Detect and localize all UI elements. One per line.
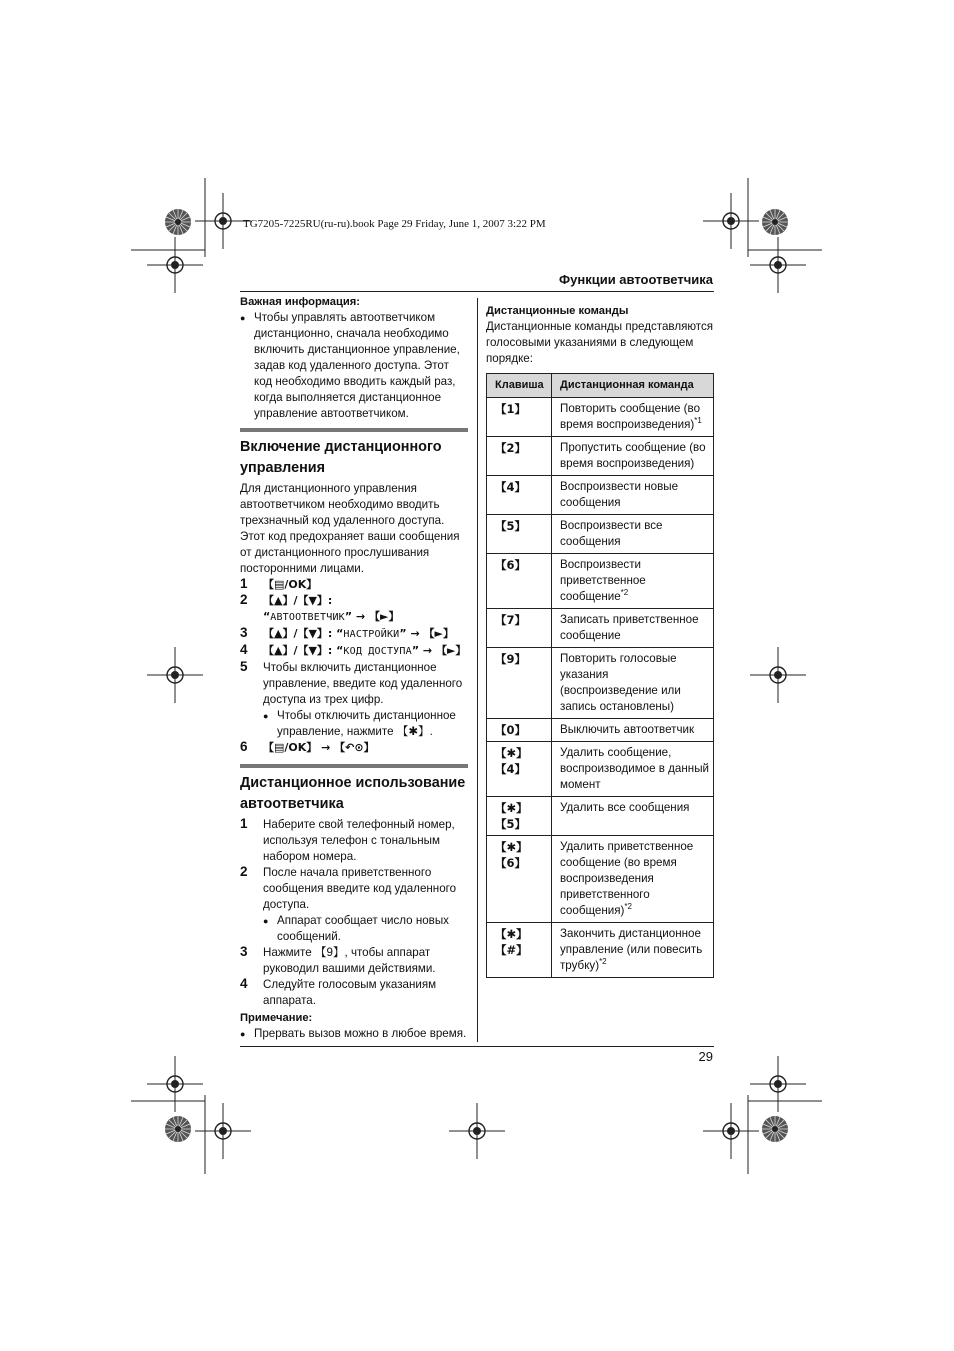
nav-keys: 【▲】/【▼】: “ [263,594,333,623]
table-row [487,554,714,609]
command-text: Повторить голосовые указания (воспроизведение или запись остановлены) [560,652,681,713]
header-command: Дистанционная команда [552,374,714,398]
step-text: Нажмите 【9】, чтобы аппарат руководил вашими действиями. [263,946,436,975]
menu-item: КОД ДОСТУПА [343,646,412,657]
registration-mark-icon [449,1103,505,1159]
registration-mark-icon [147,237,203,293]
command-key: 【✱】【6】 [487,836,552,923]
command-cell [552,437,714,476]
step-number: 3 [240,944,248,959]
registration-mark-icon [147,1056,203,1112]
enable-step-1 [240,577,468,593]
menu-item: АВТООТВЕТЧИК [270,612,345,623]
command-cell [552,648,714,719]
table-row [487,437,714,476]
enable-intro: Для дистанционного управления автоответчиком необходимо вводить трехзначный код удаленного доступа. Этот код предохраняет ваши сообщения от дистанционного прослушивания посторонними лицами. [240,482,460,575]
command-cell [552,609,714,648]
nav-keys: ” → 【►】 [411,644,467,657]
step-number: 5 [240,659,248,674]
print-header: TG7205-7225RU(ru-ru).book Page 29 Friday, June 1, 2007 3:22 PM [243,218,546,230]
page-number: 29 [698,1049,713,1064]
step-number: 4 [240,976,248,991]
remote-step-4 [240,977,468,1009]
command-key: 【4】 [487,476,552,515]
step-number: 3 [240,625,248,640]
footer-rule [240,1046,714,1047]
command-text: Повторить сообщение (во время воспроизведения) [560,402,701,431]
command-key: 【1】 [487,398,552,437]
remote-commands-table [486,373,714,978]
step-number: 1 [240,576,248,591]
command-text: Удалить сообщение, воспроизводимое в данный момент [560,746,709,791]
nav-keys: ” → 【►】 [344,610,400,623]
step-number: 4 [240,642,248,657]
command-key: 【✱】【4】 [487,742,552,797]
nav-keys: 【▲】/【▼】: “ [263,627,344,640]
command-cell [552,398,714,437]
command-key: 【9】 [487,648,552,719]
remote-heading: Дистанционное использование автоответчика [240,775,466,812]
step-number: 2 [240,592,248,607]
step-text: Чтобы включить дистанционное управление, введите код удаленного доступа из трех цифр. [263,661,463,706]
nav-keys: 【▲】/【▼】: “ [263,644,344,657]
footnote-ref: *2 [620,588,629,598]
step-text: Наберите свой телефонный номер, используя телефон с тональным набором номера. [263,818,455,863]
enable-step-5-sub: ● Чтобы отключить дистанционное управление, нажмите 【✱】. [263,708,468,740]
table-row [487,609,714,648]
table-row [487,836,714,923]
step-number: 1 [240,816,248,831]
enable-section [240,428,468,756]
command-cell [552,515,714,554]
command-text: Удалить все сообщения [560,801,690,814]
command-key: 【7】 [487,609,552,648]
command-key: 【0】 [487,719,552,742]
command-text: Удалить приветственное сообщение (во время воспроизведения приветственного сообщения) [560,840,694,917]
command-cell [552,742,714,797]
step-text: После начала приветственного сообщения введите код удаленного доступа. [263,866,457,911]
step-number: 6 [240,739,248,754]
table-row [487,923,714,978]
command-cell [552,554,714,609]
important-bullet: ● Чтобы управлять автоответчиком дистанционно, сначала необходимо включить дистанционное управление, задав код удаленного доступа. Этот код необходимо вводить каждый раз, когда выполняется дистанционное управление автоответчиком. [240,310,468,422]
registration-mark-icon [750,1056,806,1112]
command-text: Записать приветственное сообщение [560,613,699,642]
enable-step-2 [240,593,468,626]
color-wheel-icon [762,1116,788,1142]
color-wheel-icon [762,209,788,235]
command-key: 【✱】【#】 [487,923,552,978]
command-text: Воспроизвести новые сообщения [560,480,679,509]
command-key: 【6】 [487,554,552,609]
footnote-ref: *2 [599,957,607,967]
table-row [487,398,714,437]
remote-step-1 [240,817,468,865]
footnote-ref: *2 [624,902,632,912]
command-text: Выключить автоответчик [560,723,695,736]
right-column [486,303,714,978]
registration-mark-icon [750,237,806,293]
registration-mark-icon [147,647,203,703]
table-header-row [487,374,714,398]
command-key: 【✱】【5】 [487,797,552,836]
header-rule [240,291,714,292]
remote-step-2-sub: ● Аппарат сообщает число новых сообщений. [263,913,468,945]
section-title: Функции автоответчика [559,272,713,287]
command-text: Воспроизвести все сообщения [560,519,663,548]
command-cell [552,836,714,923]
command-key: 【5】 [487,515,552,554]
nav-keys: ” → 【►】 [399,627,454,640]
important-label: Важная информация: [240,296,361,308]
command-text: Пропустить сообщение (во время воспроизведения) [560,441,706,470]
registration-mark-icon [750,647,806,703]
menu-ok-off-keys: 【▤/OK】 → 【↶⊙】 [263,741,375,754]
enable-step-3 [240,626,468,643]
command-cell [552,923,714,978]
step-text: Следуйте голосовым указаниям аппарата. [263,978,437,1007]
menu-ok-key: 【▤/OK】 [263,578,318,591]
registration-mark-icon [703,193,759,249]
registration-mark-icon [703,1103,759,1159]
table-row [487,648,714,719]
command-text: Воспроизвести приветственное сообщение [560,558,646,603]
commands-label: Дистанционные команды [486,305,629,317]
table-row [487,515,714,554]
table-body [487,398,714,978]
table-row [487,719,714,742]
remote-step-3 [240,945,468,977]
commands-intro: Дистанционные команды представляются голосовыми указаниями в следующем порядке: [486,320,714,365]
remote-step-2 [240,865,468,913]
command-cell [552,719,714,742]
color-wheel-icon [165,1116,191,1142]
remote-section [240,764,468,1042]
menu-item: НАСТРОЙКИ [343,629,400,640]
enable-heading: Включение дистанционного управления [240,439,442,476]
command-text: Закончить дистанционное управление (или повесить трубку) [560,927,703,972]
header-key: Клавиша [487,374,552,398]
footnote-ref: *1 [694,416,702,426]
color-wheel-icon [165,209,191,235]
enable-step-4 [240,643,468,660]
table-row [487,797,714,836]
table-row [487,476,714,515]
command-cell [552,476,714,515]
note-label: Примечание: [240,1012,313,1024]
table-row [487,742,714,797]
enable-step-5 [240,660,468,708]
left-column [240,294,468,1042]
enable-step-6 [240,740,468,756]
command-key: 【2】 [487,437,552,476]
column-divider [477,298,478,1042]
registration-mark-icon [195,1103,251,1159]
step-number: 2 [240,864,248,879]
note-bullet: ● Прервать вызов можно в любое время. [240,1026,468,1042]
command-cell [552,797,714,836]
